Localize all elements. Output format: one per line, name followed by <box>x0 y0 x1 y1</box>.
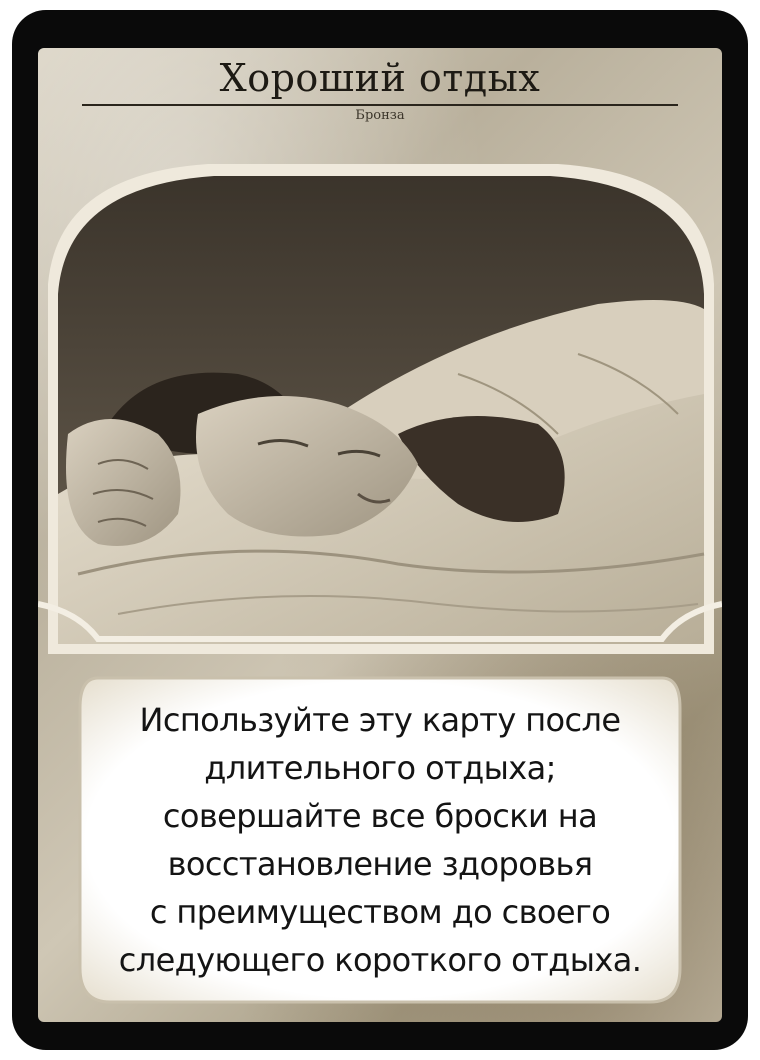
card <box>12 10 748 1050</box>
sleeping-figure-illustration <box>38 134 722 654</box>
title-divider <box>82 104 678 106</box>
rules-text-box <box>70 668 690 1012</box>
card-title: Хороший отдых <box>219 56 541 100</box>
rules-text: Используйте эту карту после длительного отдыха; совершайте все броски на восстановление здоровья с преимуществом до своего следующего короткого отдыха. <box>118 701 642 979</box>
card-frame <box>38 48 722 1022</box>
card-illustration <box>38 134 722 654</box>
card-rarity: Бронза <box>355 108 405 123</box>
